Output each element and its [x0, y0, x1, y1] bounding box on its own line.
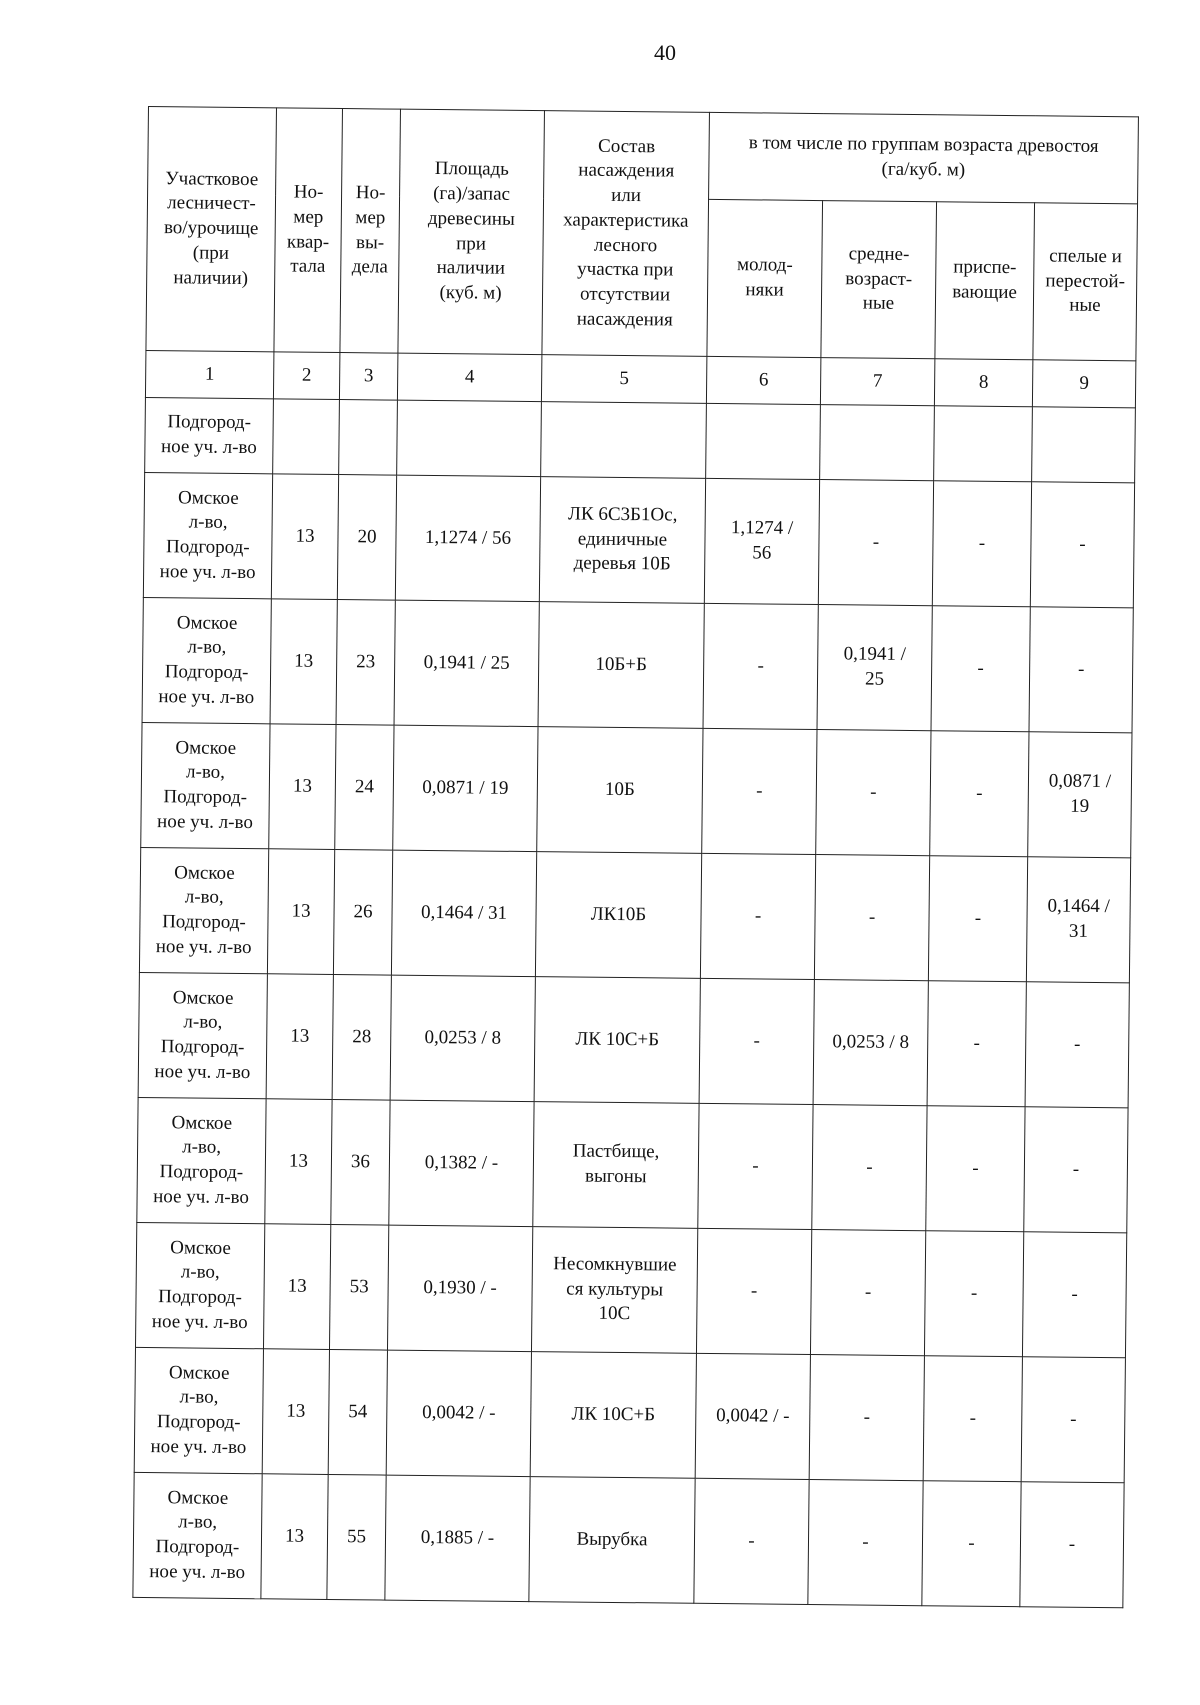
- area-cell: 0,0042 / -: [386, 1350, 531, 1477]
- maturing-cell: -: [922, 1481, 1021, 1607]
- maturing-cell: -: [927, 981, 1026, 1107]
- mature-cell: 0,0871 / 19: [1028, 732, 1132, 858]
- quarter-cell: 13: [267, 849, 334, 975]
- young-cell: -: [699, 978, 814, 1104]
- area-cell: 0,0871 / 19: [393, 725, 538, 852]
- maturing-cell: -: [923, 1356, 1022, 1482]
- table-cell: [706, 403, 821, 479]
- table-cell: [397, 400, 542, 477]
- table-cell: [934, 406, 1033, 482]
- allotment-cell: 55: [327, 1474, 386, 1600]
- header-age-groups: в том числе по группам возраста древостоя (га/куб. м): [709, 112, 1139, 203]
- forestry-cell: Омское л-во, Подгород- ное уч. л-во: [133, 1472, 262, 1598]
- allotment-cell: 20: [337, 475, 396, 601]
- middle-aged-cell: 0,0253 / 8: [813, 980, 928, 1106]
- header-forestry: Участковое лесничест- во/урочище (при наличии): [146, 107, 277, 352]
- young-cell: 1,1274 / 56: [704, 478, 819, 604]
- column-number: 9: [1032, 360, 1136, 408]
- header-mature-overmature: спелые и перестой- ные: [1033, 203, 1138, 361]
- page-number: 40: [654, 40, 676, 65]
- young-cell: -: [702, 728, 817, 854]
- composition-cell: ЛК 6С3Б1Ос, единичные деревья 10Б: [539, 477, 705, 604]
- mature-cell: -: [1022, 1232, 1126, 1358]
- middle-aged-cell: -: [812, 1105, 927, 1231]
- allotment-cell: 53: [329, 1224, 388, 1350]
- quarter-cell: 13: [265, 1099, 332, 1225]
- middle-aged-cell: -: [810, 1230, 925, 1356]
- maturing-cell: -: [930, 731, 1029, 857]
- forestry-cell: Омское л-во, Подгород- ное уч. л-во: [141, 722, 270, 848]
- area-cell: 0,1464 / 31: [391, 850, 536, 977]
- header-maturing: приспе- вающие: [935, 202, 1035, 360]
- table-cell: [541, 402, 707, 479]
- table-row: [137, 1097, 1128, 1232]
- column-number: 3: [339, 353, 397, 401]
- allotment-cell: 26: [333, 849, 392, 975]
- table-row: [138, 972, 1129, 1107]
- mature-cell: 0,1464 / 31: [1026, 857, 1130, 983]
- column-number: 4: [397, 353, 541, 402]
- middle-aged-cell: -: [816, 730, 931, 856]
- maturing-cell: -: [924, 1231, 1023, 1357]
- composition-cell: ЛК 10С+Б: [530, 1352, 696, 1479]
- column-number: 8: [934, 359, 1032, 407]
- maturing-cell: -: [932, 481, 1031, 607]
- area-cell: 0,1930 / -: [387, 1225, 532, 1352]
- composition-cell: 10Б+Б: [538, 602, 704, 729]
- mature-cell: -: [1024, 1107, 1128, 1233]
- young-cell: 0,0042 / -: [695, 1353, 810, 1479]
- table-row: [135, 1222, 1126, 1357]
- composition-cell: Пастбище, выгоны: [533, 1102, 699, 1229]
- header-middle-aged: средне- возраст- ные: [821, 201, 937, 359]
- mature-cell: -: [1025, 982, 1129, 1108]
- maturing-cell: -: [928, 856, 1027, 982]
- middle-aged-cell: -: [808, 1479, 923, 1605]
- table-cell: [339, 400, 398, 476]
- table-cell: [273, 399, 340, 475]
- table-row: [143, 472, 1134, 607]
- header-quarter-number: Но- мер квар- тала: [274, 108, 343, 353]
- column-number: 2: [273, 352, 339, 400]
- composition-cell: ЛК10Б: [535, 852, 701, 979]
- table-row: [134, 1347, 1125, 1482]
- composition-cell: 10Б: [537, 727, 703, 854]
- quarter-cell: 13: [269, 724, 336, 850]
- maturing-cell: -: [926, 1106, 1025, 1232]
- section-row: [145, 397, 1136, 482]
- forestry-cell: Омское л-во, Подгород- ное уч. л-во: [135, 1222, 264, 1348]
- middle-aged-cell: -: [814, 855, 929, 981]
- table-row: [139, 847, 1130, 982]
- composition-cell: Несомкнувшие ся культуры 10С: [531, 1227, 697, 1354]
- forestry-cell: Омское л-во, Подгород- ное уч. л-во: [138, 972, 267, 1098]
- forestry-cell: Омское л-во, Подгород- ное уч. л-во: [143, 472, 272, 598]
- young-cell: -: [694, 1478, 809, 1604]
- maturing-cell: -: [931, 606, 1030, 732]
- composition-cell: Вырубка: [529, 1477, 695, 1604]
- header-young: молод- няки: [707, 199, 823, 357]
- composition-cell: ЛК 10С+Б: [534, 977, 700, 1104]
- header-allotment-number: Но- мер вы- дела: [340, 109, 401, 354]
- allotment-cell: 54: [328, 1349, 387, 1475]
- mature-cell: -: [1030, 482, 1134, 608]
- young-cell: -: [700, 853, 815, 979]
- quarter-cell: 13: [270, 599, 337, 725]
- header-area-stock: Площадь (га)/запас древесины при наличии (куб. м): [398, 109, 545, 354]
- area-cell: 1,1274 / 56: [395, 475, 540, 602]
- column-number: 7: [820, 358, 934, 406]
- forestry-cell: Омское л-во, Подгород- ное уч. л-во: [142, 597, 271, 723]
- area-cell: 0,1382 / -: [389, 1100, 534, 1227]
- allotment-cell: 23: [336, 600, 395, 726]
- mature-cell: -: [1020, 1482, 1124, 1608]
- young-cell: -: [698, 1103, 813, 1229]
- forest-plot-table: [132, 106, 1139, 1608]
- quarter-cell: 13: [271, 474, 338, 600]
- quarter-cell: 13: [266, 974, 333, 1100]
- area-cell: 0,0253 / 8: [390, 975, 535, 1102]
- table-row: [141, 722, 1132, 857]
- table-body: [133, 397, 1136, 1607]
- area-cell: 0,1941 / 25: [394, 600, 539, 727]
- mature-cell: -: [1021, 1357, 1125, 1483]
- forestry-cell: Омское л-во, Подгород- ное уч. л-во: [134, 1347, 263, 1473]
- allotment-cell: 24: [335, 725, 394, 851]
- allotment-cell: 28: [332, 974, 391, 1100]
- column-number: 6: [706, 356, 820, 404]
- header-composition: Состав насаждения или характеристика лесного участка при отсутствии насаждения: [542, 111, 710, 357]
- quarter-cell: 13: [263, 1224, 330, 1350]
- middle-aged-cell: 0,1941 / 25: [817, 605, 932, 731]
- forest-plot-table-wrapper: [132, 106, 1138, 1608]
- forestry-cell: Омское л-во, Подгород- ное уч. л-во: [137, 1097, 266, 1223]
- mature-cell: -: [1029, 607, 1133, 733]
- middle-aged-cell: -: [809, 1355, 924, 1481]
- table-header: [145, 107, 1138, 408]
- table-cell: [820, 405, 935, 481]
- area-cell: 0,1885 / -: [385, 1475, 530, 1602]
- forestry-cell: Омское л-во, Подгород- ное уч. л-во: [139, 847, 268, 973]
- young-cell: -: [696, 1228, 811, 1354]
- table-cell: [1032, 407, 1136, 483]
- young-cell: -: [703, 603, 818, 729]
- column-number: 5: [541, 355, 706, 404]
- quarter-cell: 13: [262, 1349, 329, 1475]
- table-row: [133, 1472, 1124, 1607]
- quarter-cell: 13: [261, 1474, 328, 1600]
- column-number: 1: [145, 350, 273, 398]
- table-row: [142, 597, 1133, 732]
- middle-aged-cell: -: [818, 480, 933, 606]
- section-label: Подгород- ное уч. л-во: [145, 397, 274, 473]
- allotment-cell: 36: [331, 1099, 390, 1225]
